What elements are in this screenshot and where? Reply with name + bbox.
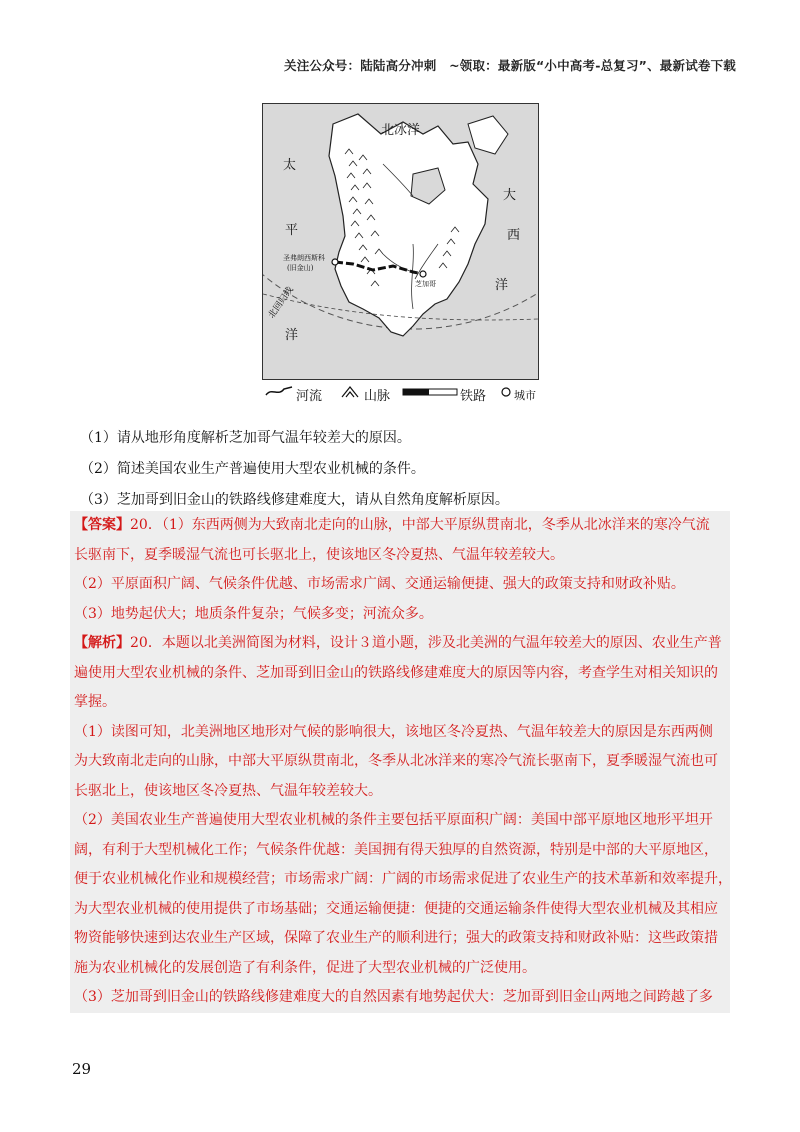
- analysis-line-7: （2）美国农业生产普遍使用大型农业机械的条件主要包括平原面积广阔：美国中部平原地区地形平坦开: [74, 812, 713, 828]
- analysis-line-6: 长驱北上，使该地区冬冷夏热、气温年较差较大。: [74, 782, 382, 799]
- label-san-francisco: 圣弗朗西斯科: [283, 254, 325, 262]
- analysis-line-11: 物资能够快速到达农业生产区域，保障了农业生产的顺利进行；强大的政策支持和财政补贴：这些政策措: [74, 930, 718, 946]
- mountain-icon: [340, 383, 362, 403]
- page-header: 关注公众号：陆陆高分冲刺 ~领取：最新版“小中高考-总复习”、最新试卷下载: [284, 58, 736, 73]
- legend-mountain-label: 山脉: [364, 389, 391, 404]
- map-legend: [262, 383, 552, 405]
- answer-line-2: 长驱南下，夏季暖湿气流也可长驱北上，使该地区冬冷夏热、气温年较差较大。: [74, 546, 564, 563]
- answer-section: [70, 511, 730, 1013]
- question-1: （1）请从地形角度解析芝加哥气温年较差大的原因。: [80, 430, 411, 446]
- river-icon: [264, 383, 294, 403]
- analysis-line-5: 为大致南北走向的山脉，中部大平原纵贯南北，冬季从北冰洋来的寒冷气流长驱南下，夏季暖湿气流也可: [74, 753, 718, 769]
- analysis-tag: 【解析】: [74, 635, 130, 651]
- label-atlantic-3: 洋: [495, 278, 509, 293]
- answer-line-4: （3）地势起伏大；地质条件复杂；气候多变；河流众多。: [74, 605, 433, 622]
- analysis-line-13: （3）芝加哥到旧金山的铁路线修建难度大的自然因素有地势起伏大：芝加哥到旧金山两地之间跨越了多: [74, 989, 713, 1005]
- analysis-line-2: 遍使用大型农业机械的条件、芝加哥到旧金山的铁路线修建难度大的原因等内容，考查学生对相关知识的: [74, 664, 718, 681]
- label-arctic-ocean: 北冰洋: [381, 123, 421, 138]
- legend-river-label: 河流: [296, 389, 323, 404]
- analysis-line-3: 掌握。: [74, 694, 116, 710]
- answer-line-3: （2）平原面积广阔、气候条件优越、市场需求广阔、交通运输便捷、强大的政策支持和财政补贴。: [74, 576, 685, 592]
- label-pacific-3: 洋: [285, 328, 299, 343]
- analysis-line-1: 【解析】20．本题以北美洲简图为材料，设计３道小题，涉及北美洲的气温年较差大的原因、农业生产普: [74, 635, 722, 651]
- question-2: （2）简述美国农业生产普遍使用大型农业机械的条件。: [80, 461, 425, 477]
- question-3: （3）芝加哥到旧金山的铁路线修建难度大，请从自然角度解析原因。: [80, 492, 509, 508]
- analysis-line-8: 阔，有利于大型机械化工作；气候条件优越：美国拥有得天独厚的自然资源，特别是中部的大平原地区，: [74, 841, 718, 858]
- label-pacific-1: 太: [283, 158, 297, 173]
- label-atlantic-2: 西: [507, 228, 521, 243]
- answer-tag: 【答案】: [74, 517, 130, 533]
- answer-line-1: 【答案】20．（1）东西两侧为大致南北走向的山脉，中部大平原纵贯南北，冬季从北冰洋来的寒冷气流: [74, 517, 710, 533]
- label-tropic-line: 北回归线: [266, 285, 296, 321]
- analysis-line-12: 施为农业机械化的发展创造了有利条件，促进了大型农业机械的广泛使用。: [74, 959, 536, 976]
- north-america-map: [262, 103, 539, 380]
- chicago-marker: [420, 271, 426, 277]
- analysis-line-9: 便于农业机械化作业和规模经营；市场需求广阔：广阔的市场需求促进了农业生产的技术革新和效率提升，: [74, 871, 732, 887]
- city-icon: [500, 386, 512, 402]
- legend-railway-label: 铁路: [460, 389, 487, 404]
- label-atlantic-1: 大: [503, 188, 517, 203]
- legend-city-label: 城市: [514, 389, 536, 402]
- page-number: 29: [72, 1060, 92, 1078]
- railway-icon: [402, 386, 458, 401]
- san-francisco-marker: [332, 259, 338, 265]
- label-san-francisco-alias: (旧金山): [287, 264, 314, 272]
- label-pacific-2: 平: [285, 223, 299, 238]
- analysis-line-10: 为大型农业机械的使用提供了市场基础；交通运输便捷：便捷的交通运输条件使得大型农业机械及其相应: [74, 900, 718, 917]
- label-chicago: 芝加哥: [415, 280, 436, 288]
- analysis-line-4: （1）读图可知，北美洲地区地形对气候的影响很大，该地区冬冷夏热、气温年较差大的原因是东西两侧: [74, 723, 713, 740]
